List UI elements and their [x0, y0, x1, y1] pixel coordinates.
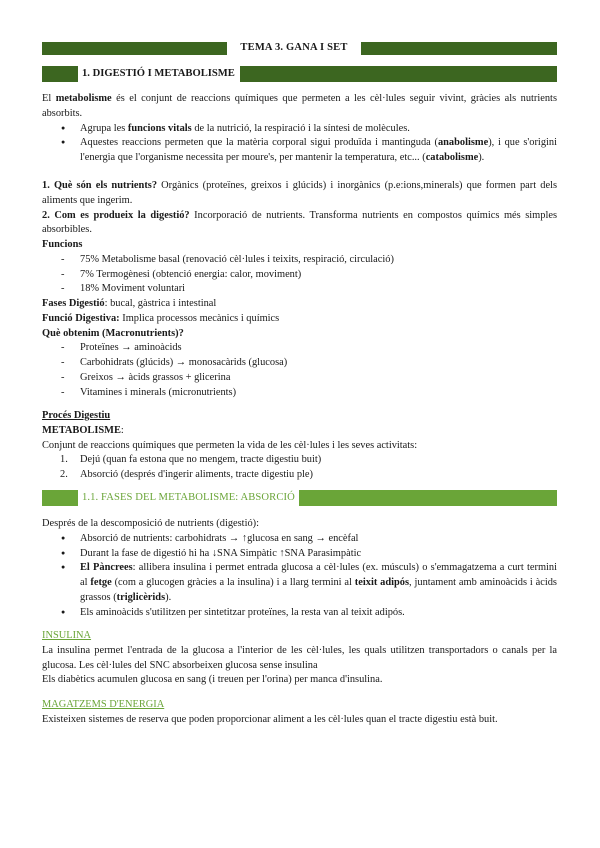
- metabolisme-states-list: [42, 453, 557, 483]
- magatzems-paragraph: Existeixen sistemes de reserva que poden proporcionar aliment a les cèl·lules quan el tracte digestiu està buit.: [42, 713, 498, 725]
- list-item: ● Els aminoàcids s'utilitzen per sintetitzar proteïnes, la resta van al teixit adipós.: [42, 606, 557, 621]
- fases-digestio: Fases Digestió: bucal, gàstrica i intestinal: [42, 298, 217, 310]
- absorcio-block: [42, 517, 557, 620]
- proces-title: Procés Digestiu: [42, 410, 111, 421]
- list-item: - Carbohidrats (glúcids) → monosacàrids (glucosa): [42, 356, 557, 371]
- list-item: ● Absorció de nutrients: carbohidrats → ↑glucosa en sang → encèfal: [42, 532, 557, 547]
- proces-digestiu-block: [42, 409, 557, 483]
- metabolisme-intro-block: [42, 92, 557, 166]
- insulina-paragraph: La insulina permet l'entrada de la glucosa a l'interior de les cèl·lules, les quals utilitzen transportadors o canals per la glucosa. Les cèl·lules del SNC absorbeixen glucosa sense insulina: [42, 644, 557, 671]
- subsection-heading-absorcio: 1.1. FASES DEL METABOLISME: ABSORCIÓ: [78, 490, 299, 506]
- list-item: ● Durant la fase de digestió hi ha ↓SNA Simpàtic ↑SNA Parasimpàtic: [42, 547, 557, 562]
- list-item: - Greixos → àcids grassos + glicerina: [42, 371, 557, 386]
- insulina-block: [42, 629, 557, 688]
- list-item: - 7% Termogènesi (obtenció energia: calor, moviment): [42, 268, 557, 283]
- macronutrients-list: [42, 341, 557, 400]
- metabolisme-bullets: [42, 122, 557, 166]
- magatzems-title: MAGATZEMS D'ENERGIA: [42, 699, 165, 710]
- section-heading-bar: [42, 66, 557, 82]
- absorcio-bullets: [42, 532, 557, 621]
- document-title: TEMA 3. GANA I SET: [240, 42, 348, 53]
- funcions-heading: Funcions: [42, 239, 83, 251]
- list-item: 2. Absorció (després d'ingerir aliments, tracte digestiu ple): [60, 469, 313, 481]
- list-item: ● Agrupa les funcions vitals de la nutrició, la respiració i la síntesi de molècules.: [42, 122, 557, 137]
- title-bar-right-rule: [361, 42, 557, 55]
- list-item: ● El Pàncrees: allibera insulina i permet entrada glucosa a cèl·lules (ex. músculs) o s'emmagatzema a curt termini al fetge (com a glucogen gràcies a la insulina) i a llarg termini al teixit adipós, juntament amb aminoàcids i àcids grassos (triglicèrids).: [42, 561, 557, 605]
- insulina-diabetics: Els diabètics acumulen glucosa en sang (i treuen per l'orina) per manca d'insulina.: [42, 674, 383, 686]
- list-item: - 75% Metabolisme basal (renovació cèl·lules i teixits, respiració, circulació): [42, 253, 557, 268]
- list-item: - 18% Moviment voluntari: [42, 282, 557, 297]
- metabolisme-definition: El metabolisme és el conjunt de reaccions químiques que permeten a les cèl·lules seguir vivint, gràcies als nutrients absorbits.: [42, 93, 557, 119]
- list-item: 1. Dejú (quan fa estona que no mengem, tracte digestiu buit): [60, 454, 322, 466]
- absorcio-intro: Després de la descomposició de nutrients (digestió):: [42, 518, 259, 529]
- metabolisme-label: METABOLISME:: [42, 424, 124, 436]
- insulina-title: INSULINA: [42, 630, 92, 641]
- funcions-list: [42, 253, 557, 297]
- title-bar-left-rule: [42, 42, 227, 55]
- funcio-digestiva: Funció Digestiva: Implica processos mecànics i químics: [42, 312, 280, 324]
- list-item: ● Aquestes reaccions permeten que la matèria corporal sigui produïda i mantinguda (anabolisme), i que s'origini l'energia que l'organisme necessita per moure's, per mantenir la temperatura, etc... (catabolisme).: [42, 136, 557, 166]
- list-item: - Vitamines i minerals (micronutrients): [42, 386, 557, 401]
- question-digestio: 2. Com es produeix la digestió? Incorporació de nutrients. Transforma nutrients en compostos químics més simples absorbibles.: [42, 209, 558, 236]
- subsection-heading-bar: [42, 490, 557, 506]
- question-nutrients: 1. Què són els nutrients? Orgànics (proteïnes, greixos i glúcids) i inorgànics (p.e:ions,minerals) que formen part dels aliments que ingerim.: [42, 180, 557, 206]
- title-bar: [42, 42, 557, 55]
- list-item: - Proteïnes → aminoàcids: [42, 341, 557, 356]
- metabolisme-definition-2: Conjunt de reaccions químiques que permeten la vida de les cèl·lules i les seves activitats:: [42, 439, 418, 451]
- section-heading-digestio: 1. DIGESTIÓ I METABOLISME: [78, 66, 240, 82]
- nutrients-qa-block: [42, 179, 557, 400]
- obtenim-heading: Què obtenim (Macronutrients)?: [42, 327, 184, 339]
- magatzems-block: [42, 698, 557, 728]
